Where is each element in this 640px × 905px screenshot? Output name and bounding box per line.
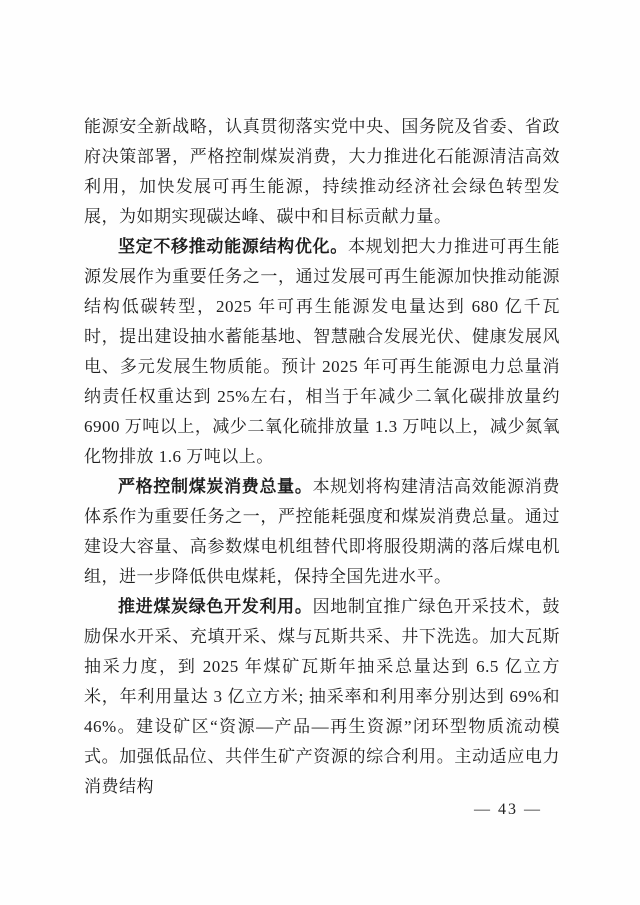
paragraph-text: 能源安全新战略，认真贯彻落实党中央、国务院及省委、省政府决策部署，严格控制煤炭消费，大力推进化石能源清洁高效利用，加快发展可再生能源，持续推动经济社会绿色转型发展，为如期实现碳达峰、碳中和目标贡献力量。	[84, 117, 560, 226]
paragraph-text: 本规划将构建清洁高效能源消费体系作为重要任务之一，严控能耗强度和煤炭消费总量。通过建设大容量、高参数煤电机组替代即将服役期满的落后煤电机组，进一步降低供电煤耗，保持全国先进水平。	[84, 477, 560, 586]
paragraph	[84, 592, 560, 802]
paragraph-lead: 推进煤炭绿色开发利用。	[118, 597, 313, 616]
paragraph-text: 因地制宜推广绿色开采技术，鼓励保水开采、充填开采、煤与瓦斯共采、井下洗选。加大瓦斯抽采力度，到 2025 年煤矿瓦斯年抽采总量达到 6.5 亿立方米，年利用量达 3 亿立方米; 抽采率和利用率分别达到 69%和 46%。建设矿区“资源—产品—再生资源”闭环型物质流动模式。加强低品位、共伴生矿产资源的综合利用。主动适应电力消费结构	[84, 597, 560, 796]
paragraph-lead: 严格控制煤炭消费总量。	[118, 477, 313, 496]
paragraph	[84, 112, 560, 232]
paragraph-text: 本规划把大力推进可再生能源发展作为重要任务之一，通过发展可再生能源加快推动能源结构低碳转型，2025 年可再生能源发电量达到 680 亿千瓦时，提出建设抽水蓄能基地、智慧融合发展光伏、健康发展风电、多元发展生物质能。预计 2025 年可再生能源电力总量消纳责任权重达到 25%左右，相当于年减少二氧化碳排放量约 6900 万吨以上，减少二氧化硫排放量 1.3 万吨以上，减少氮氧化物排放 1.6 万吨以上。	[84, 237, 560, 466]
paragraph-lead: 坚定不移推动能源结构优化。	[118, 237, 348, 256]
page-number: — 43 —	[474, 801, 542, 818]
paragraph	[84, 232, 560, 472]
paragraph	[84, 472, 560, 592]
document-body	[84, 112, 560, 802]
